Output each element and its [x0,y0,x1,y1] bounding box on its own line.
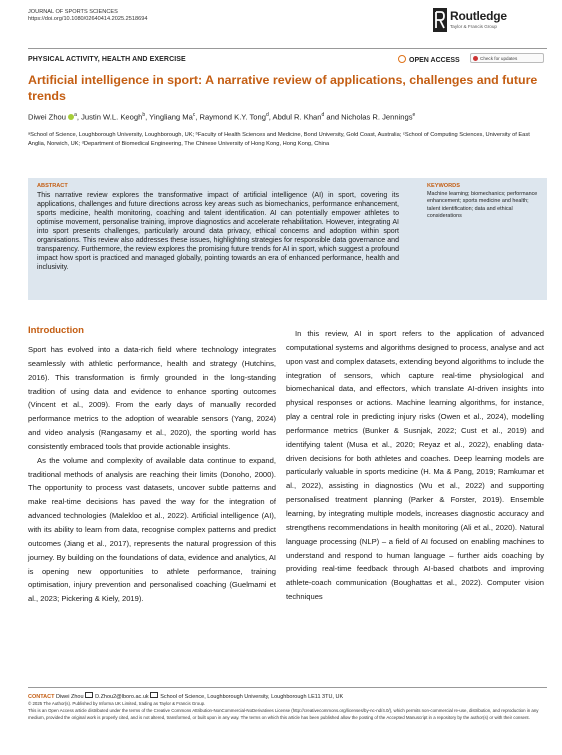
crossmark-icon [473,56,478,61]
contact-email[interactable]: D.Zhou2@lboro.ac.uk [95,694,149,700]
contact-label: CONTACT [28,694,55,700]
copyright-line: © 2025 The Author(s). Published by Informa UK Limited, trading as Taylor & Francis Group. [28,701,206,706]
address-icon [150,692,158,698]
publisher-name: Routledge [450,9,507,23]
journal-name: JOURNAL OF SPORTS SCIENCES [28,9,118,15]
body-column-right [286,327,544,604]
check-for-updates-button[interactable] [470,53,544,63]
contact-line [28,692,343,700]
abstract-heading: ABSTRACT [37,183,68,189]
publisher-logo[interactable] [433,8,545,34]
affiliation-marker: e [412,112,416,118]
routledge-logo-icon [433,8,447,32]
contact-name: Diwei Zhou [56,694,84,700]
copyright-block [28,701,547,722]
paragraph: In this review, AI in sport refers to the application of advanced computational systems and algorithms designed to process, analyse and act upon vast and complex datasets, extending beyond algorithms to include the integration of sensors, which capture real-time physiological and biomechanical data, and effectors, which translate AI-driven insights into physical responses or actions. Machine learning algorithms, for instance, play a central role in predicting injury risks (Owen et al., 2024), modelling performance metrics (Bunker & Susnjak, 2022; Cust et al., 2019) and identifying talent (Musa et al., 2020; Reyaz et al., 2022), enabling data-driven decisions for both athletes and coaches. Deep learning models are particularly valuable in sports medicine (H. Ma & Pang, 2019; Ramkumar et al., 2022), assisting in diagnostics (Wu et al., 2022) and supporting personalised treatment planning (Parker & Forster, 2019). Ensemble learning, by integrating multiple models, increases diagnostic accuracy and strengthens recommendations in health monitoring (Ali et al., 2020). Natural language processing (NLP) – a field of AI focused on enabling machines to understand and respond to human language – further aids coaching by providing real-time feedback through AI-based chatbots and improving athlete-coach communication (Boughattas et al., 2022). Computer vision techniques [286,329,544,602]
doi-link[interactable]: https://doi.org/10.1080/02640414.2025.2518694 [28,16,148,23]
journal-header [28,9,147,24]
check-updates-label: Check for updates [480,56,518,61]
keywords-heading: KEYWORDS [427,183,460,189]
author-name[interactable]: , Justin W.L. Keogh [76,112,143,122]
affiliations: ᵃSchool of Science, Loughborough University, Loughborough, UK; ᵇFaculty of Health Sciences and Medicine, Bond University, Gold Coast, Australia; ᶜSchool of Computing Sciences, University of East Anglia, Norwich, UK; ᵈDepartment of Biomedical Engineering, The Chinese University of Hong Kong, Hong Kong, China [28,132,530,147]
body-column-left [28,343,276,606]
author-name[interactable]: , Raymond K.Y. Tong [195,112,266,122]
open-access-lock-icon [398,55,406,63]
author-list [28,112,415,122]
author-name[interactable]: , Yingliang Ma [145,112,193,122]
abstract-text: This narrative review explores the transformative impact of artificial intelligence (AI) in sport, covering its applications, challenges and future directions across key areas such as biomechanics, performance enhancement, sports medicine, health monitoring, coaching and talent identification. AI can potentially empower athletes to optimise movement, personalise training, improve diagnostics and accelerate rehabilitation. However, integrating AI into sport presents challenges, particularly around data privacy, ethical concerns and adoption within sport organisations. This review also addresses these issues, highlighting strategies for responsible data governance and transparency. Furthermore, the review explores the promising future trends for AI in sport, which suggest a profound impact how sport is practiced and managed globally, pointing towards an era of enhanced performance, health and inclusivity. [37,192,399,272]
contact-address: School of Science, Loughborough University, Loughborough LE11 3TU, UK [160,694,344,700]
affiliation-marker: d [265,112,269,118]
open-access-badge [398,55,460,64]
affiliation-marker: d [321,112,325,118]
affiliation-marker: b [142,112,146,118]
affiliation-marker: c [192,112,196,118]
paragraph: As the volume and complexity of available data continue to expand, traditional methods of analysis are reaching their limits (Donoho, 2000). The opportunity to process vast datasets, uncover subtle patterns and make real-time decisions has paved the way for the integration of advanced technologies (Malekloo et al., 2022). Artificial intelligence (AI), with its ability to learn from data, recognise complex patterns and predict outcomes (Jiang et al., 2017), represents the natural progression of this journey. By building on the foundations of data, evidence and analytics, AI is opening new opportunities to athlete performance, training optimisation, injury prevention and personalised coaching (Guelmami et al., 2023; Pickering & Kiely, 2019). [28,455,276,604]
affiliation-marker: a [74,112,77,118]
author-name[interactable]: Diwei Zhou [28,112,69,122]
section-label: PHYSICAL ACTIVITY, HEALTH AND EXERCISE [28,56,186,63]
email-icon [85,692,93,698]
article-title: Artificial intelligence in sport: A narrative review of applications, challenges and future trends [28,73,538,103]
author-name[interactable]: , Abdul R. Khan [268,112,322,122]
paragraph: Sport has evolved into a data-rich field where technology integrates seamlessly with athletic performance, health and strategy (Hutchins, 2016). This transformation is firmly grounded in the long-standing tradition of using data and evidence to enhance sporting outcomes (Vincent et al., 2009). From the early days of manually recorded performance metrics to the adoption of wearable sensors (Yang, 2024) and video analysis (Rangasamy et al., 2020), the sporting world has consistently embraced tools that provide actionable insights. [28,345,276,451]
footer-divider [28,687,547,688]
introduction-heading: Introduction [28,325,84,336]
open-access-label: OPEN ACCESS [409,57,460,64]
header-divider [28,48,547,49]
publisher-sub: Taylor & Francis Group [450,24,497,29]
author-name[interactable]: and Nicholas R. Jennings [324,112,413,122]
license-text: This is an Open Access article distributed under the terms of the Creative Commons Attribution-NonCommercial-NoDerivatives License (http://creativecommons.org/licenses/by-nc-nd/4.0/), which permits non-commercial re-use, distribution, and reproduction in any medium, provided the original work is properly cited, and is not altered, transformed, or built upon in any way. The terms on which this article has been published allow the posting of the Accepted Manuscript in a repository by the author(s) or with their consent. [28,707,539,720]
keywords-text: Machine learning; biomechanics; performance enhancement; sports medicine and health; talent identification; data and ethical considerations [427,191,538,219]
